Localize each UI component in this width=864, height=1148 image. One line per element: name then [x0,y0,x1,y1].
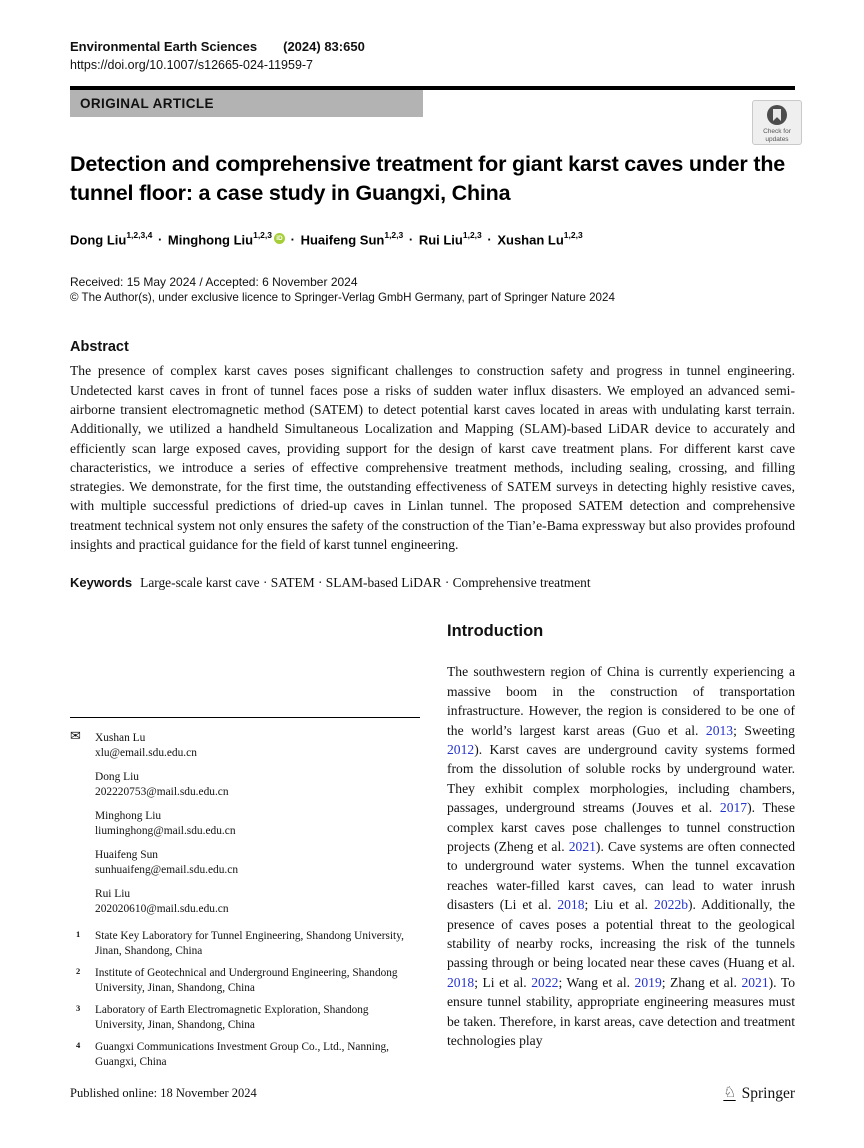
journal-citation: (2024) 83:650 [283,39,365,54]
paragraph-text: ; Wang et al. [558,974,635,990]
doi-link[interactable]: https://doi.org/10.1007/s12665-024-11959-7 [70,58,314,72]
check-updates-line1: Check for [763,128,791,135]
paragraph-text: ; Liu et al. [584,897,655,913]
citation-link[interactable]: 2013 [705,722,734,738]
keywords-line [70,575,795,591]
springer-knight-icon: ♘ [723,1083,737,1101]
paragraph-text: ). Cave systems are often connected to underground water systems. When the tunnel excavation reaches water-filled karst caves, can lead to water inrush disasters (Li et al. [447,838,795,913]
paragraph-text: ; Zhang et al. [661,974,742,990]
check-for-updates-badge[interactable] [752,100,802,145]
correspondence-entry [70,770,420,799]
article-title: Detection and comprehensive treatment for giant karst caves under the tunnel floor: a case study in Guangxi, China [70,152,786,205]
affiliation-number: 1 [76,929,81,940]
published-online-line: Published online: 18 November 2024 [70,1086,257,1100]
paragraph-text: ; Li et al. [474,974,532,990]
introduction-heading: Introduction [447,622,544,641]
envelope-icon: ✉ [70,729,81,745]
author-affiliation-sup: 1,2,3 [253,230,272,240]
introduction-paragraph [447,662,795,1050]
affiliation-number: 3 [76,1003,81,1014]
correspondent-email[interactable]: 202220753@mail.sdu.edu.cn [95,785,229,798]
two-column-body [70,622,795,1077]
citation-link[interactable]: 2018 [557,897,585,913]
footnote-column [70,622,420,1077]
page-footer [70,1085,795,1101]
author-name: Dong Liu [70,232,127,248]
author-separator: · [287,232,299,248]
citation-link[interactable]: 2019 [634,974,662,990]
received-accepted-line: Received: 15 May 2024 / Accepted: 6 November 2024 [70,275,358,290]
abstract-section [70,339,795,554]
citation-link[interactable]: 2017 [719,800,748,816]
affiliation-entry [70,1003,420,1032]
copyright-line: © The Author(s), under exclusive licence to Springer-Verlag GmbH Germany, part of Springer Nature 2024 [70,291,615,305]
affiliation-entry [70,1040,420,1069]
correspondence-list [70,731,420,916]
author-name: Xushan Lu [497,232,564,248]
introduction-column [447,622,795,1050]
paragraph-text: ). To ensure tunnel stability, appropriate engineering measures must be taken. Therefore, in karst areas, cave detection and treatment technologies play [447,974,795,1049]
keywords-label: Keywords [70,575,133,591]
header-rule [70,86,795,117]
correspondence-entry [70,887,420,916]
correspondent-name: Minghong Liu [95,810,162,823]
check-updates-line2: updates [765,135,789,143]
author-affiliation-sup: 1,2,3,4 [126,230,153,240]
footnote-rule [70,717,420,718]
bookmark-icon [773,109,781,121]
correspondent-email[interactable]: liuminghong@mail.sdu.edu.cn [95,824,236,837]
abstract-text: The presence of complex karst caves poses significant challenges to construction safety and progress in tunnel engineering. Undetected karst caves in front of tunnel faces pose a risks of sudden water influx disasters. We employed an advanced semi-airborne transient electromagnetic method (SATEM) to detect potential karst caves located in areas with undulating karst terrain. Additionally, we utilized a handheld Simultaneous Localization and Mapping (SLAM)-based LiDAR device to accurately and efficiently scan large exposed caves, providing support for the design of karst cave treatment plans. For different karst cave characteristics, we introduce a series of effective comprehensive treatment methods, including sealing, crossing, and filling strategies. We demonstrate, for the first time, the outstanding effectiveness of SATEM surveys in detecting highly resistive caves, with multiple successful predictions of dried-up caves in Linlan tunnel. The proposed SATEM detection and comprehensive treatment technical system not only ensures the safety of the construction of the Tian’e-Bama expressway but also provides profound insights and practical guidance for the field of karst tunnel engineering. [70,363,795,552]
correspondence-entry [70,848,420,877]
author-name: Rui Liu [418,232,463,248]
author-affiliation-sup: 1,2,3 [384,230,404,240]
author-line [70,231,795,247]
keywords-text: Large-scale karst cave · SATEM · SLAM-based LiDAR · Comprehensive treatment [140,575,591,591]
springer-wordmark: Springer [741,1085,795,1102]
paragraph-text: ). Karst caves are underground cavity systems formed from the dissolution of soluble rocks by underground water. They exhibit complex morphologies, including chambers, passages, underground streams (Jouves et al. [447,741,795,816]
paragraph-text: ). Additionally, the presence of caves poses a potential threat to the geological stability of nearby rocks, increasing the risk of the tunnels passing through or being located near these caves (Huang et al. [447,897,795,971]
correspondent-email[interactable]: sunhuaifeng@email.sdu.edu.cn [95,863,239,876]
bookmark-circle-icon [767,105,787,125]
affiliation-entry [70,929,420,958]
abstract-heading: Abstract [70,339,129,356]
affiliation-list [70,929,420,1069]
correspondent-email[interactable]: xlu@email.sdu.edu.cn [95,746,197,759]
correspondence-entry [70,809,420,838]
affiliation-text: Laboratory of Earth Electromagnetic Exploration, Shandong University, Jinan, Shandong, China [95,1004,369,1031]
author-affiliation-sup: 1,2,3 [563,230,583,240]
citation-link[interactable]: 2021 [741,974,769,990]
correspondence-entry [70,731,420,760]
article-type-label: ORIGINAL ARTICLE [80,96,214,111]
correspondent-name: Xushan Lu [95,732,146,745]
paragraph-text: ). These complex karst caves pose challenges to tunnel construction projects (Zheng et al. [447,800,795,854]
affiliation-text: Institute of Geotechnical and Underground Engineering, Shandong University, Jinan, Shandong, China [95,967,398,994]
journal-name: Environmental Earth Sciences [70,39,258,54]
author-separator: · [483,232,496,248]
correspondent-name: Huaifeng Sun [95,849,158,862]
author-name: Minghong Liu [167,232,254,248]
paragraph-text: ; Sweeting [733,722,795,738]
citation-link[interactable]: 2012 [447,741,475,757]
orcid-icon[interactable]: iD [274,233,285,244]
article-type-banner [70,90,423,117]
citation-link[interactable]: 2018 [447,974,475,990]
correspondent-name: Rui Liu [95,888,131,901]
citation-link[interactable]: 2022 [531,974,559,990]
author-affiliation-sup: 1,2,3 [462,230,482,240]
article-meta [70,274,795,306]
affiliation-entry [70,966,420,995]
affiliation-number: 2 [76,966,81,977]
author-separator: · [154,232,166,248]
author-separator: · [405,232,417,248]
citation-link[interactable]: 2021 [568,838,596,854]
correspondent-name: Dong Liu [95,771,139,784]
author-name: Huaifeng Sun [300,232,385,248]
paragraph-text: The southwestern region of China is currently experiencing a massive boom in the construction of transportation infrastructure. However, the region is considered to be one of the world’s largest karst areas (Guo et al. [447,664,795,738]
correspondent-email[interactable]: 202020610@mail.sdu.edu.cn [95,902,229,915]
journal-header [70,38,795,55]
check-updates-label [763,128,791,143]
affiliation-text: Guangxi Communications Investment Group Co., Ltd., Nanning, Guangxi, China [95,1041,390,1068]
citation-link[interactable]: 2022b [654,897,689,913]
affiliation-text: State Key Laboratory for Tunnel Engineering, Shandong University, Jinan, Shandong, China [95,930,404,957]
springer-logo [723,1085,795,1101]
affiliation-number: 4 [76,1040,81,1051]
